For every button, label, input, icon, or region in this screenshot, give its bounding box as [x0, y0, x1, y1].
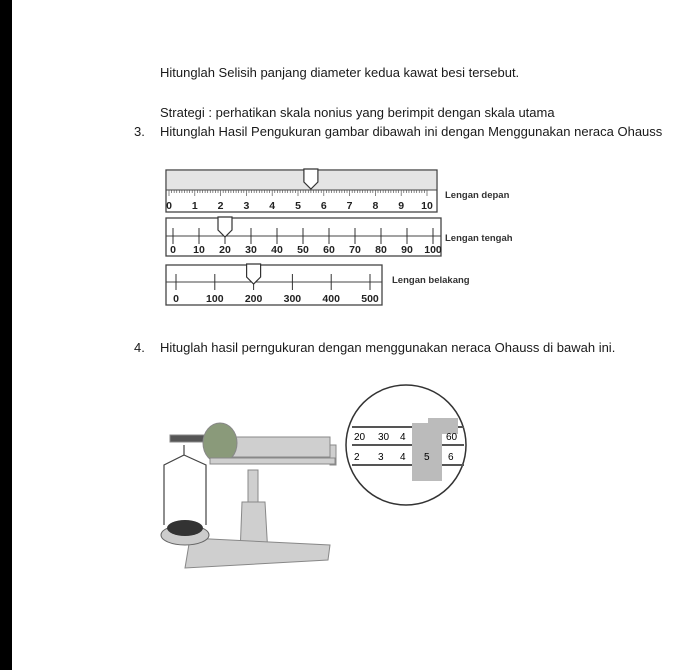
zoom-top-20: 20 [354, 432, 366, 443]
instruction-text: Hitunglah Selisih panjang diameter kedua kawat besi tersebut. [160, 65, 520, 80]
zoom-detail-circle [340, 378, 480, 518]
tick-label: 100 [424, 244, 442, 256]
tick-label: 500 [361, 293, 379, 305]
tick-label: 80 [375, 244, 387, 256]
tick-label: 400 [322, 293, 340, 305]
ohauss-beam-scales [0, 0, 692, 320]
zoom-top-4: 4 [400, 432, 406, 443]
zoom-top-30: 30 [378, 432, 390, 443]
question-3-number: 3. [134, 124, 145, 139]
tick-label: 2 [217, 200, 224, 212]
tick-label: 0 [173, 293, 179, 305]
tick-label: 7 [346, 200, 353, 212]
question-3-text: Hitunglah Hasil Pengukuran gambar dibawah ini dengan Menggunakan neraca Ohauss [160, 124, 663, 139]
tick-label: 50 [297, 244, 309, 256]
tick-label: 30 [245, 244, 257, 256]
question-4-text: Hituglah hasil perngukuran dengan menggunakan neraca Ohauss di bawah ini. [160, 340, 616, 355]
tick-label: 6 [320, 200, 327, 212]
tick-label: 60 [323, 244, 335, 256]
question-4-number: 4. [134, 340, 145, 355]
tick-label: 40 [271, 244, 283, 256]
tick-label: 200 [244, 293, 263, 305]
beam-rail [210, 458, 335, 464]
tick-label: 70 [349, 244, 361, 256]
beam-label-front: Lengan depan [445, 190, 510, 201]
zoom-top-60: 60 [446, 432, 458, 443]
zoom-bottom-4: 4 [400, 452, 406, 463]
beam-top-band [167, 171, 436, 190]
tick-label: 300 [283, 293, 302, 305]
pan-hanger [164, 445, 206, 525]
strategy-text: Strategi : perhatikan skala nonius yang berimpit dengan skala utama [160, 105, 555, 120]
zoom-bottom-2: 2 [354, 452, 360, 463]
tick-label: 100 [206, 293, 224, 305]
tick-label: 10 [193, 244, 205, 256]
tick-label: 0 [170, 244, 176, 256]
beam-frame [166, 265, 382, 305]
tick-label: 10 [421, 200, 433, 212]
tick-label: 9 [398, 200, 405, 212]
pan-contents [167, 520, 203, 536]
zoom-bottom-5: 5 [424, 452, 430, 463]
tick-label: 20 [219, 244, 231, 256]
tick-label: 3 [243, 200, 250, 212]
zoom-bottom-6: 6 [448, 452, 454, 463]
tick-label: 90 [401, 244, 413, 256]
tick-label: 8 [372, 200, 379, 212]
tick-label: 1 [191, 200, 198, 212]
tick-label: 5 [295, 200, 301, 212]
beam-label-middle: Lengan tengah [445, 233, 513, 244]
beam-label-back: Lengan belakang [392, 275, 470, 286]
tick-label: 4 [269, 200, 276, 212]
balance-base [185, 538, 330, 568]
zoom-bottom-3: 3 [378, 452, 384, 463]
counterweight [203, 423, 237, 463]
tick-label: 0 [166, 200, 172, 212]
